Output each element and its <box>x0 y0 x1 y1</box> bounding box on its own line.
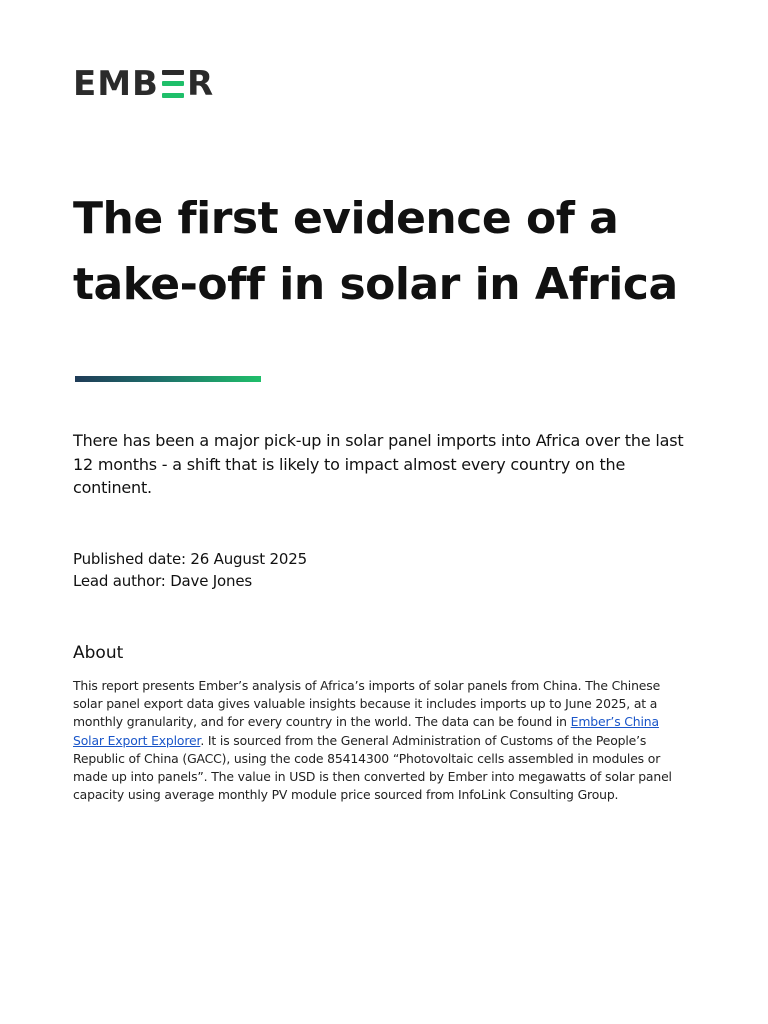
about-heading: About <box>73 643 124 663</box>
explorer-link[interactable]: Ember’s China Solar Export Explorer <box>73 714 659 748</box>
ember-logo <box>73 64 215 104</box>
lead-author: Lead author: Dave Jones <box>73 572 252 590</box>
title-line-1: The first evidence of a <box>73 193 619 244</box>
about-text-part-2: . It is sourced from the General Administration of Customs of the People’s Republic of China (GACC), using the code 85414300 “Photovoltaic cells assembled in modules or made up into panels”. The value in USD is then converted by Ember into megawatts of solar panel capacity using average monthly PV module price sourced from InfoLink Consulting Group. <box>73 732 672 803</box>
lead-paragraph: There has been a major pick-up in solar panel imports into Africa over the last 12 months - a shift that is likely to impact almost every country on the continent. <box>73 431 684 497</box>
report-meta <box>73 548 673 592</box>
page-title <box>73 186 713 318</box>
logo-text-prefix: EMB <box>73 64 159 104</box>
title-line-2: take-off in solar in Africa <box>73 259 678 310</box>
published-date: Published date: 26 August 2025 <box>73 550 307 568</box>
about-paragraph <box>73 677 693 804</box>
title-divider <box>75 376 261 382</box>
about-text-part-1: This report presents Ember’s analysis of Africa’s imports of solar panels from China. The Chinese solar panel export data gives valuable insights because it includes imports up to June 2025, at a monthly granularity, and for every country in the world. The data can be found in <box>73 678 661 730</box>
logo-text-suffix: R <box>186 64 215 104</box>
logo-e-bars-icon <box>162 70 184 98</box>
